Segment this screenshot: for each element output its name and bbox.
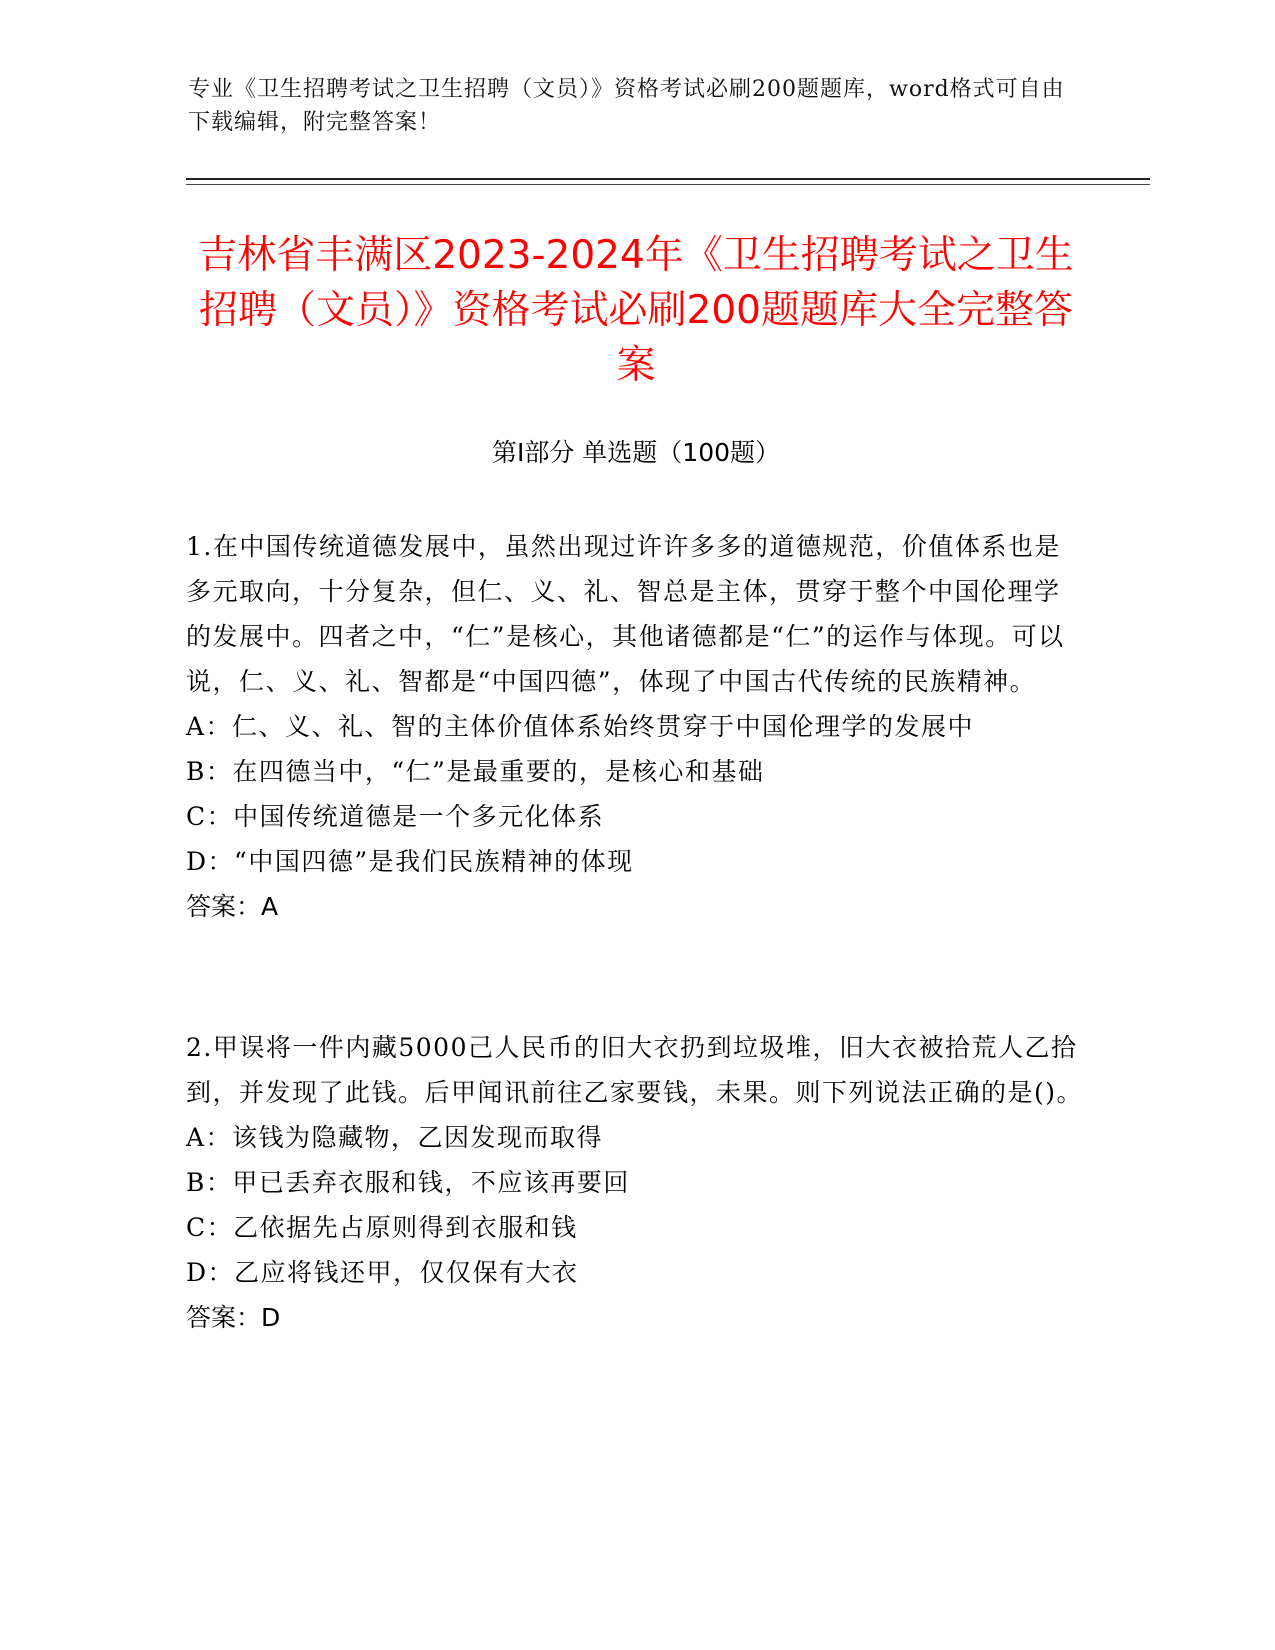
option-d: D：乙应将钱还甲，仅仅保有大衣 (186, 1258, 579, 1287)
question-block (186, 524, 1086, 929)
header-divider (186, 178, 1150, 185)
divider-line-thin (186, 184, 1150, 185)
option-c: C：乙依据先占原则得到衣服和钱 (186, 1213, 578, 1242)
option-a: A：仁、义、礼、智的主体价值体系始终贯穿于中国伦理学的发展中 (186, 712, 975, 741)
section-heading: 第Ⅰ部分 单选题（100题） (491, 438, 781, 467)
document-title: 吉林省丰满区2023-2024年《卫生招聘考试之卫生招聘（文员）》资格考试必刷200题题库大全完整答案 (198, 233, 1074, 388)
option-c: C：中国传统道德是一个多元化体系 (186, 802, 605, 831)
option-d: D：“中国四德”是我们民族精神的体现 (186, 847, 634, 876)
answer-line: 答案：D (186, 1303, 281, 1332)
option-b: B：甲已丢弃衣服和钱，不应该再要回 (186, 1168, 630, 1197)
question-stem: 1.在中国传统道德发展中，虽然出现过许许多多的道德规范，价值体系也是多元取向，十分复杂，但仁、义、礼、智总是主体，贯穿于整个中国伦理学的发展中。四者之中，“仁”是核心，其他诸德都是“仁”的运作与体现。可以说，仁、义、礼、智都是“中国四德”，体现了中国古代传统的民族精神。 (186, 532, 1065, 696)
question-stem: 2.甲误将一件内藏5000己人民币的旧大衣扔到垃圾堆，旧大衣被拾荒人乙拾到，并发现了此钱。后甲闻讯前往乙家要钱，未果。则下列说法正确的是()。 (186, 1033, 1084, 1107)
option-a: A：该钱为隐藏物，乙因发现而取得 (186, 1123, 604, 1152)
answer-line: 答案：A (186, 892, 279, 921)
option-b: B：在四德当中，“仁”是最重要的，是核心和基础 (186, 757, 765, 786)
question-block (186, 1025, 1086, 1340)
header-note: 专业《卫生招聘考试之卫生招聘（文员）》资格考试必刷200题题库，word格式可自由下载编辑，附完整答案！ (188, 77, 1065, 135)
